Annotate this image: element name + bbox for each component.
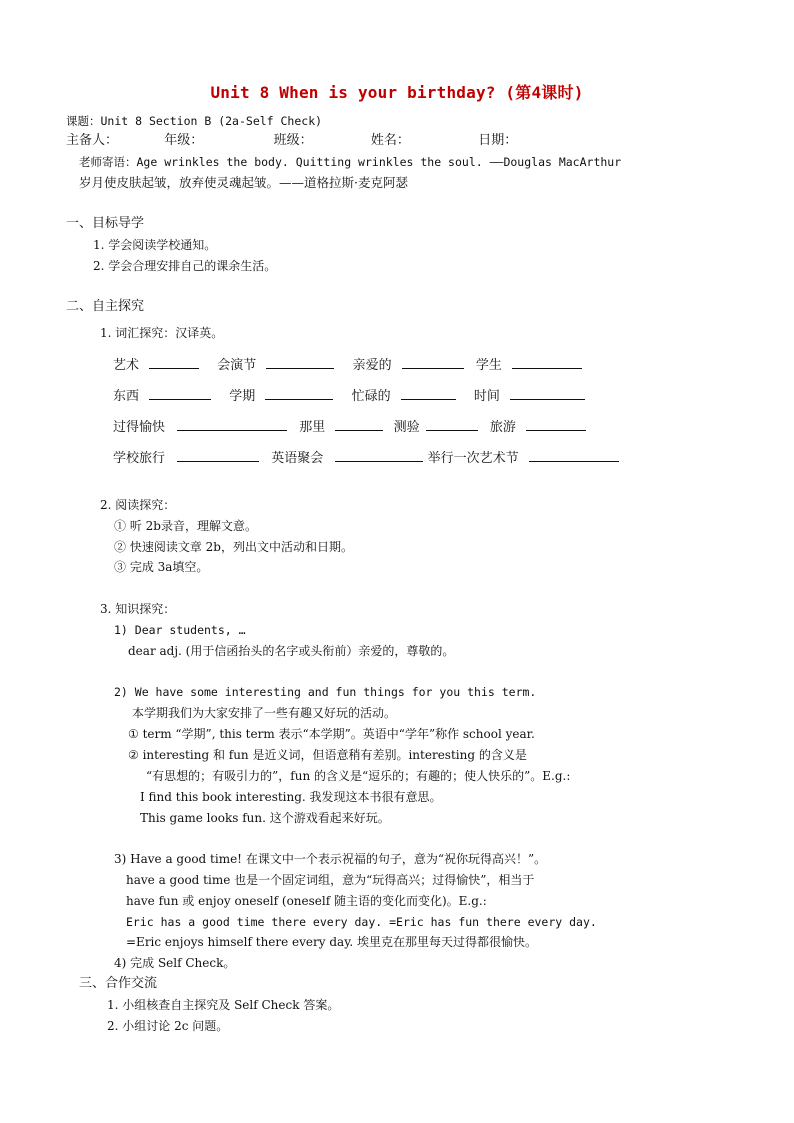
vocab-row bbox=[113, 418, 586, 437]
teacher-quote-en: 老师寄语：Age wrinkles the body. Quitting wrinkles the soul. ——Douglas MacArthur bbox=[79, 155, 622, 169]
vocab-word: 学校旅行 bbox=[113, 451, 166, 466]
reading-item: ③ 完成 3a填空。 bbox=[114, 560, 209, 574]
vocab-word: 学期 bbox=[229, 389, 256, 404]
answer-blank[interactable] bbox=[512, 356, 582, 369]
vocab-row bbox=[113, 449, 619, 468]
vocab-word: 亲爱的 bbox=[352, 358, 392, 373]
answer-blank[interactable] bbox=[177, 418, 287, 431]
reading-item: ② 快速阅读文章 2b，列出文中活动和日期。 bbox=[114, 540, 353, 554]
section1-heading: 一、目标导学 bbox=[66, 216, 145, 231]
reading-heading: 2. 阅读探究： bbox=[100, 498, 176, 512]
vocab-word: 学生 bbox=[475, 358, 502, 373]
knowledge-heading: 3. 知识探究： bbox=[100, 602, 176, 616]
example-sentence: =Eric enjoys himself there every day. 埃里克在那里每天过得都很愉快。 bbox=[126, 935, 538, 949]
answer-blank[interactable] bbox=[510, 387, 585, 400]
page-title: Unit 8 When is your birthday? (第4课时) bbox=[210, 83, 584, 102]
knowledge-note: ② interesting 和 fun 是近义词，但语意稍有差别。interesting 的含义是 bbox=[128, 748, 527, 762]
example-sentence: Eric has a good time there every day. =Eric has fun there every day. bbox=[126, 915, 597, 929]
knowledge-point-4: 4) 完成 Self Check。 bbox=[114, 956, 236, 970]
example-sentence: I find this book interesting. 我发现这本书很有意思。 bbox=[140, 790, 442, 804]
teacher-quote-cn: 岁月使皮肤起皱，放弃使灵魂起皱。——道格拉斯·麦克阿瑟 bbox=[79, 175, 408, 190]
vocab-word: 旅游 bbox=[489, 420, 516, 435]
example-sentence: This game looks fun. 这个游戏看起来好玩。 bbox=[140, 811, 390, 825]
section1-item: 2. 学会合理安排自己的课余生活。 bbox=[93, 259, 277, 273]
answer-blank[interactable] bbox=[149, 387, 211, 400]
section3-item: 2. 小组讨论 2c 问题。 bbox=[107, 1019, 229, 1033]
name-label: 姓名： bbox=[370, 133, 410, 148]
knowledge-note: have a good time 也是一个固定词组，意为“玩得高兴；过得愉快”，相当于 bbox=[126, 873, 535, 887]
answer-blank[interactable] bbox=[265, 387, 333, 400]
answer-blank[interactable] bbox=[266, 356, 334, 369]
knowledge-point-2: 2) We have some interesting and fun things for you this term. bbox=[114, 685, 537, 699]
answer-blank[interactable] bbox=[177, 449, 259, 462]
vocab-word: 那里 bbox=[299, 420, 326, 435]
answer-blank[interactable] bbox=[529, 449, 619, 462]
vocab-heading: 1. 词汇探究：汉译英。 bbox=[100, 326, 224, 340]
knowledge-note: 本学期我们为大家安排了一些有趣又好玩的活动。 bbox=[132, 706, 397, 720]
answer-blank[interactable] bbox=[335, 418, 383, 431]
knowledge-point-1: 1) Dear students, … bbox=[114, 623, 246, 637]
answer-blank[interactable] bbox=[149, 356, 199, 369]
vocab-word: 英语聚会 bbox=[271, 451, 324, 466]
section3-heading: 三、合作交流 bbox=[79, 976, 158, 991]
reading-item: ① 听 2b录音，理解文意。 bbox=[114, 519, 257, 533]
answer-blank[interactable] bbox=[401, 387, 456, 400]
knowledge-note: ① term “学期”, this term 表示“本学期”。英语中“学年”称作 school year. bbox=[128, 727, 535, 741]
vocab-row bbox=[113, 356, 582, 375]
knowledge-note: have fun 或 enjoy oneself (oneself 随主语的变化而变化)。E.g.: bbox=[126, 894, 487, 908]
topic-line: 课题：Unit 8 Section B (2a-Self Check) bbox=[66, 114, 323, 128]
vocab-word: 东西 bbox=[113, 389, 140, 404]
vocab-word: 过得愉快 bbox=[113, 420, 166, 435]
vocab-word: 测验 bbox=[393, 420, 420, 435]
knowledge-note: dear adj. (用于信函抬头的名字或头衔前）亲爱的，尊敬的。 bbox=[128, 644, 455, 658]
section3-item: 1. 小组核查自主探究及 Self Check 答案。 bbox=[107, 998, 340, 1012]
vocab-word: 时间 bbox=[473, 389, 500, 404]
knowledge-note: “有思想的；有吸引力的”，fun 的含义是“逗乐的；有趣的；使人快乐的”。E.g.: bbox=[146, 769, 571, 783]
answer-blank[interactable] bbox=[402, 356, 464, 369]
section1-item: 1. 学会阅读学校通知。 bbox=[93, 238, 217, 252]
answer-blank[interactable] bbox=[335, 449, 423, 462]
grade-label: 年级： bbox=[164, 133, 204, 148]
vocab-word: 艺术 bbox=[113, 358, 140, 373]
date-label: 日期： bbox=[478, 133, 518, 148]
preparer-label: 主备人： bbox=[66, 133, 119, 148]
vocab-word: 举行一次艺术节 bbox=[427, 451, 519, 466]
vocab-word: 忙碌的 bbox=[351, 389, 391, 404]
answer-blank[interactable] bbox=[526, 418, 586, 431]
section2-heading: 二、自主探究 bbox=[66, 299, 145, 314]
answer-blank[interactable] bbox=[426, 418, 478, 431]
knowledge-point-3: 3) Have a good time! 在课文中一个表示祝福的句子，意为“祝你玩得高兴！”。 bbox=[114, 852, 547, 866]
vocab-row bbox=[113, 387, 585, 406]
vocab-word: 会演节 bbox=[217, 358, 257, 373]
info-row bbox=[66, 133, 517, 149]
class-label: 班级： bbox=[273, 133, 313, 148]
